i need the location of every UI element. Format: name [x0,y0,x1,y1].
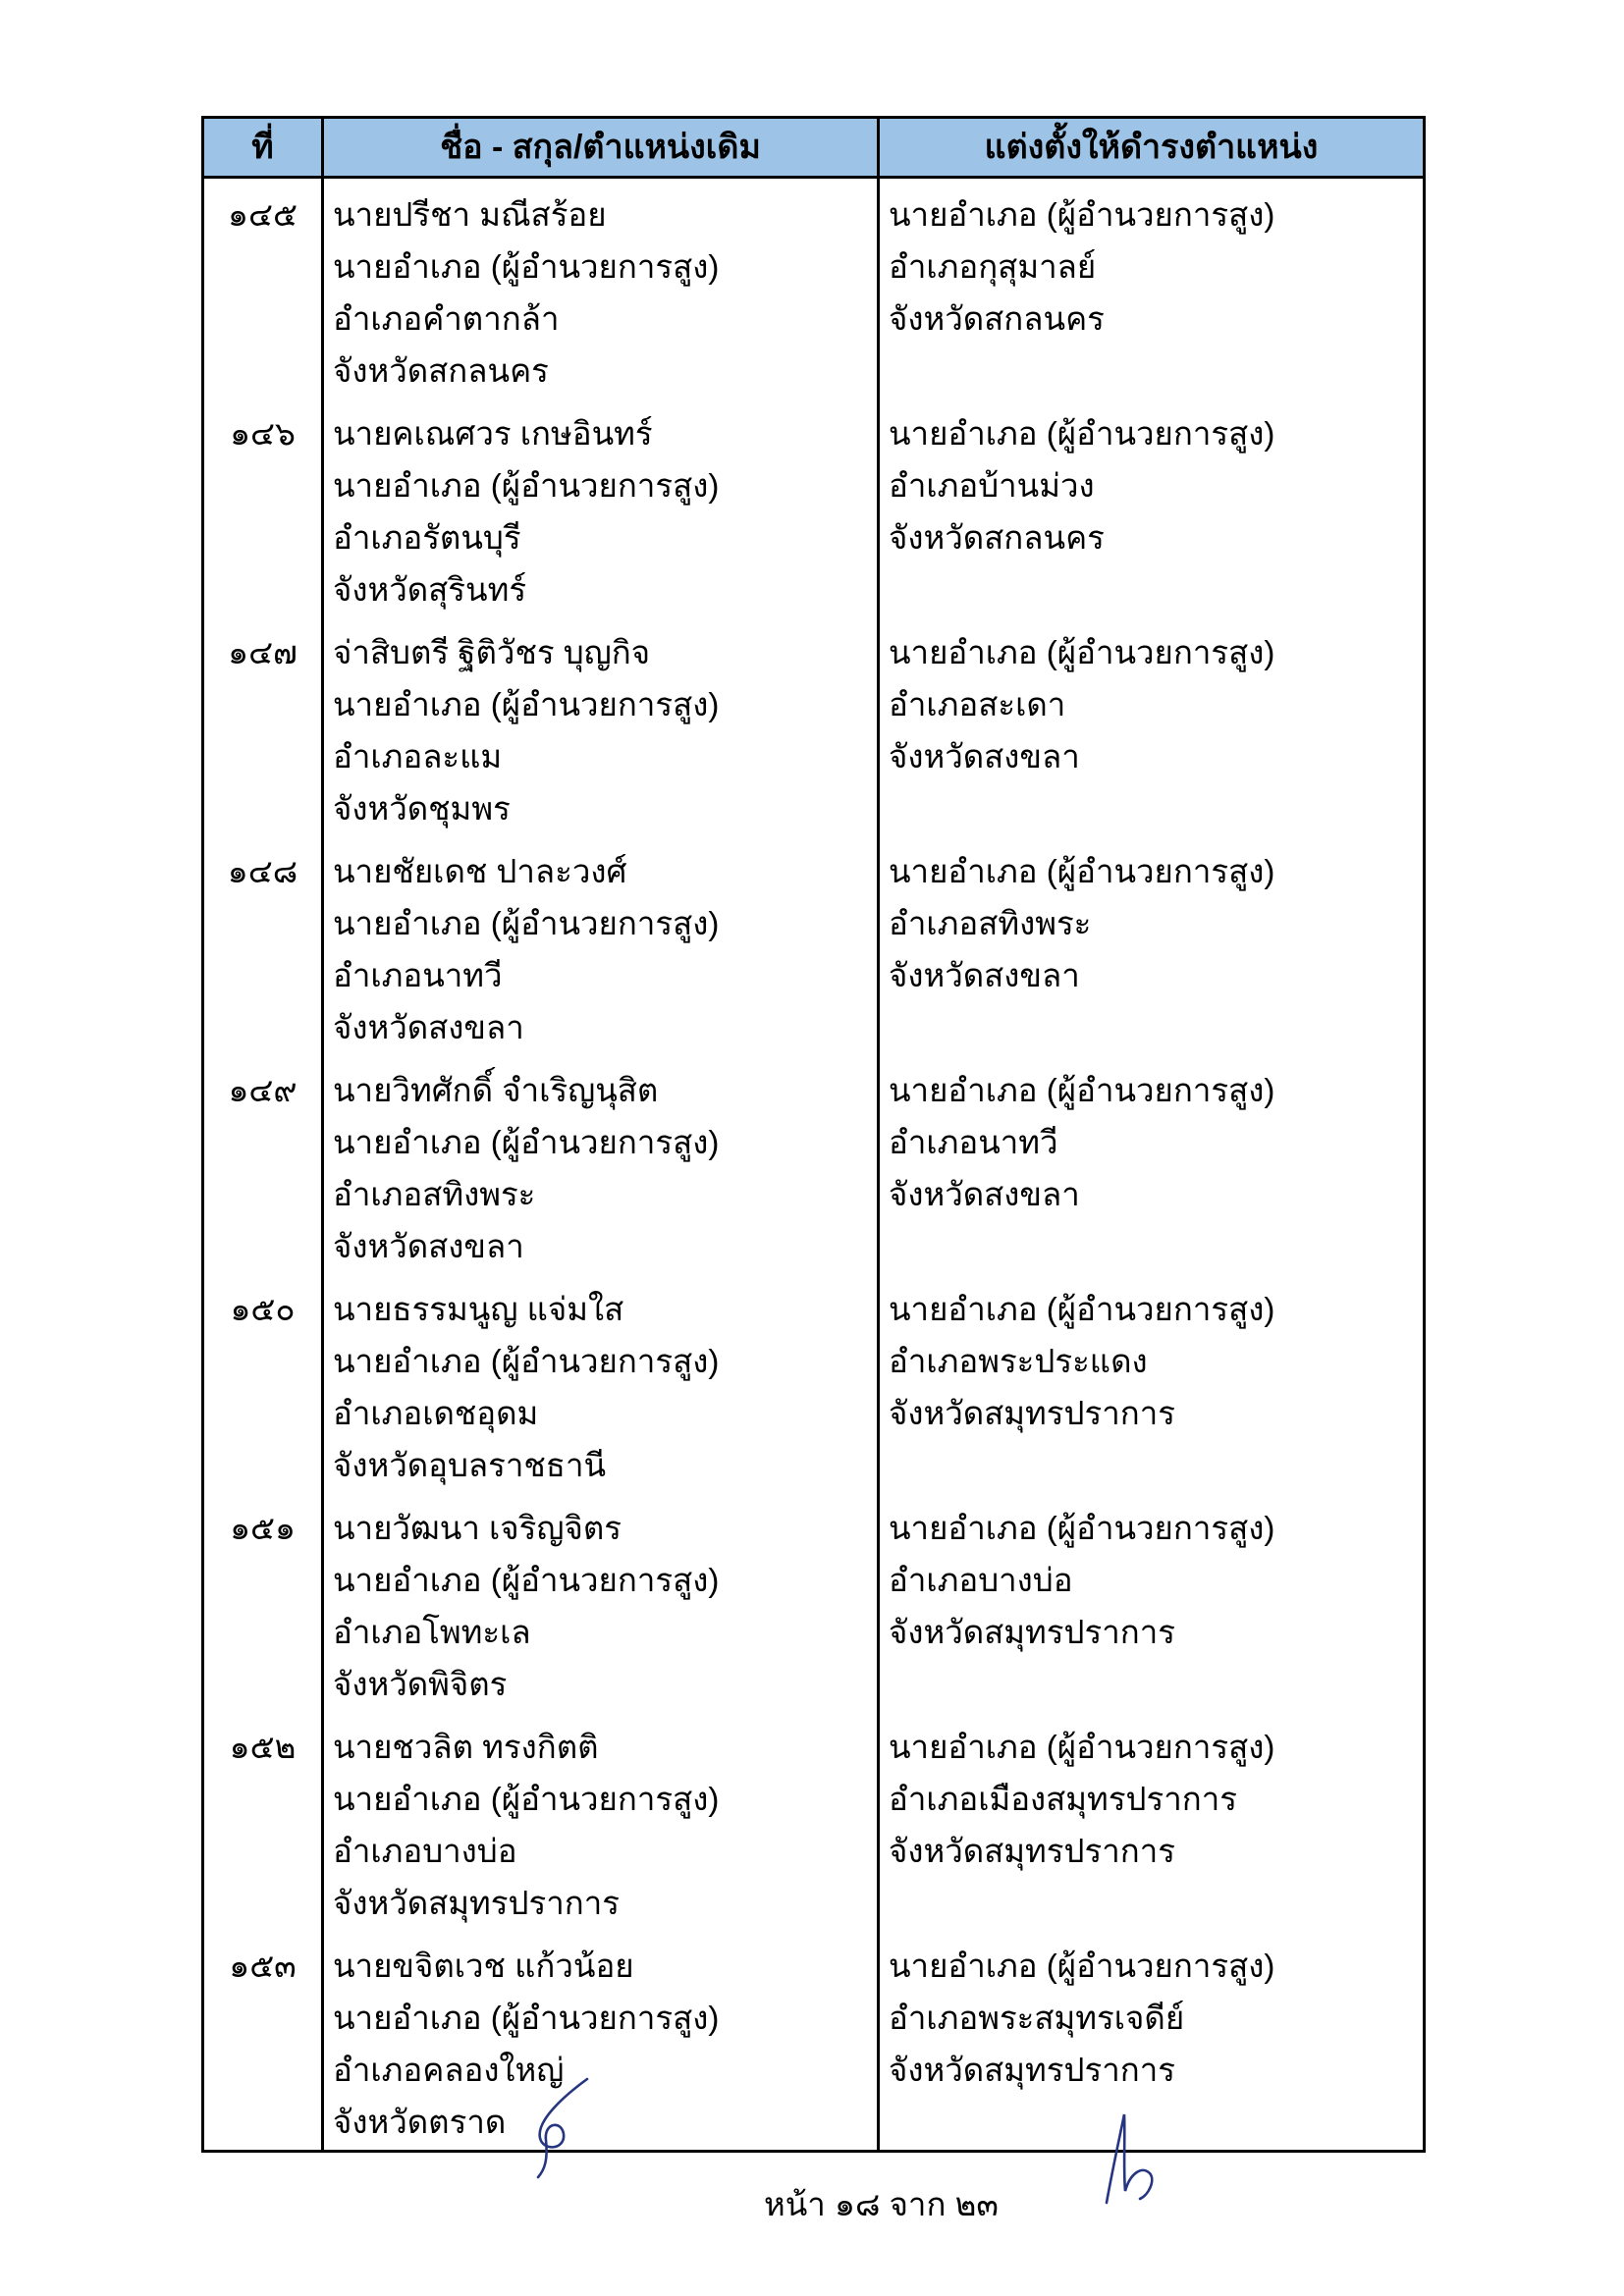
appointments-table [201,116,1426,2153]
text-line: นายอำเภอ (ผู้อำนวยการสูง) [889,1510,1275,1546]
text-line: จังหวัดสงขลา [333,1009,524,1045]
text-line: ๑๕๐ [230,1291,296,1327]
table-row [204,179,1423,398]
text-line: จังหวัดสกลนคร [333,352,549,389]
row-number-cell [204,1273,324,1492]
table-row [204,1711,1423,1930]
table-row [204,1492,1423,1711]
row-number-cell [204,1054,324,1273]
text-line: ๑๕๒ [229,1729,297,1765]
text-line: จังหวัดสงขลา [333,1228,524,1264]
appointed-position-cell [880,398,1423,616]
appointed-position-cell [880,616,1423,835]
text-line: ๑๔๖ [230,415,296,452]
text-line: จ่าสิบตรี ฐิติวัชร บุญกิจ [333,634,651,670]
text-line: อำเภอกุสุมาลย์ [889,248,1097,285]
text-line: อำเภอคำตากล้า [333,300,560,337]
text-line: ๑๔๘ [227,853,298,889]
text-line: อำเภอพระประแดง [889,1343,1148,1379]
text-line: จังหวัดอุบลราชธานี [333,1447,607,1483]
text-line: นายอำเภอ (ผู้อำนวยการสูง) [333,686,720,722]
text-line: นายอำเภอ (ผู้อำนวยการสูง) [333,248,720,285]
row-number-cell [204,1492,324,1711]
header-name-former-position: ชื่อ - สกุล/ตำแหน่งเดิม [324,119,880,176]
text-line: อำเภอสทิงพระ [889,905,1092,941]
text-line: ๑๕๓ [229,1948,297,1984]
text-line: อำเภอสทิงพระ [333,1176,536,1212]
appointed-position-cell [880,1054,1423,1273]
text-line: นายอำเภอ (ผู้อำนวยการสูง) [889,1729,1275,1765]
text-line: จังหวัดสงขลา [889,957,1080,993]
text-line: นายคเณศวร เกษอินทร์ [333,415,653,452]
row-number-cell [204,835,324,1054]
text-line: นายอำเภอ (ผู้อำนวยการสูง) [333,1343,720,1379]
former-position-cell [324,1930,880,2150]
text-line: นายอำเภอ (ผู้อำนวยการสูง) [889,1072,1275,1108]
former-position-cell [324,835,880,1054]
text-line: ๑๕๑ [230,1510,296,1546]
text-line: จังหวัดสมุทรปราการ [889,1614,1175,1650]
text-line: อำเภอเดชอุดม [333,1395,539,1431]
table-row [204,1930,1423,2150]
text-line: อำเภอรัตนบุรี [333,519,521,556]
appointed-position-cell [880,1492,1423,1711]
row-number-cell [204,1711,324,1930]
page-number: หน้า ๑๘ จาก ๒๓ [764,2186,999,2222]
row-number-cell [204,398,324,616]
table-row [204,1273,1423,1492]
former-position-cell [324,1711,880,1930]
text-line: ๑๔๗ [228,634,298,670]
text-line: จังหวัดตราด [333,2104,507,2140]
text-line: จังหวัดสมุทรปราการ [333,1885,620,1921]
text-line: จังหวัดสกลนคร [889,300,1105,337]
text-line: อำเภอนาทวี [889,1124,1058,1160]
former-position-cell [324,616,880,835]
text-line: นายอำเภอ (ผู้อำนวยการสูง) [889,1948,1275,1984]
text-line: นายอำเภอ (ผู้อำนวยการสูง) [889,415,1275,452]
former-position-cell [324,1492,880,1711]
row-number-cell [204,616,324,835]
text-line: จังหวัดชุมพร [333,790,511,827]
row-number-cell [204,1930,324,2150]
text-line: นายธรรมนูญ แจ่มใส [333,1291,624,1327]
text-line: จังหวัดสมุทรปราการ [889,2052,1175,2088]
text-line: จังหวัดสกลนคร [889,519,1105,556]
text-line: จังหวัดสุรินทร์ [333,571,527,608]
header-number-column: ที่ [204,119,324,176]
text-line: นายปรีชา มณีสร้อย [333,196,607,233]
text-line: จังหวัดสมุทรปราการ [889,1395,1175,1431]
text-line: จังหวัดสมุทรปราการ [889,1833,1175,1869]
signature-ink-right [1095,2109,1164,2221]
text-line: นายอำเภอ (ผู้อำนวยการสูง) [333,1124,720,1160]
text-line: นายวิทศักดิ์ จำเริญนุสิต [333,1072,659,1108]
text-line: นายวัฒนา เจริญจิตร [333,1510,622,1546]
text-line: ๑๔๕ [228,196,298,233]
text-line: อำเภอสะเดา [889,686,1066,722]
text-line: นายอำเภอ (ผู้อำนวยการสูง) [333,1781,720,1817]
text-line: อำเภอพระสมุทรเจดีย์ [889,2000,1185,2036]
text-line: อำเภอเมืองสมุทรปราการ [889,1781,1237,1817]
text-line: จังหวัดพิจิตร [333,1666,508,1702]
table-row [204,398,1423,616]
table-body [204,179,1423,2150]
text-line: นายชวลิต ทรงกิตติ [333,1729,599,1765]
appointed-position-cell [880,179,1423,398]
text-line: อำเภอโพทะเล [333,1614,531,1650]
text-line: นายอำเภอ (ผู้อำนวยการสูง) [889,853,1275,889]
table-row [204,1054,1423,1273]
former-position-cell [324,398,880,616]
text-line: จังหวัดสงขลา [889,1176,1080,1212]
text-line: นายอำเภอ (ผู้อำนวยการสูง) [333,467,720,504]
former-position-cell [324,179,880,398]
appointed-position-cell [880,835,1423,1054]
row-number-cell [204,179,324,398]
text-line: อำเภอนาทวี [333,957,503,993]
table-row [204,616,1423,835]
text-line: นายอำเภอ (ผู้อำนวยการสูง) [889,634,1275,670]
text-line: ๑๔๙ [228,1072,298,1108]
text-line: นายอำเภอ (ผู้อำนวยการสูง) [889,1291,1275,1327]
text-line: อำเภอบ้านม่วง [889,467,1095,504]
text-line: นายชัยเดช ปาละวงศ์ [333,853,627,889]
text-line: นายขจิตเวช แก้วน้อย [333,1948,634,1984]
text-line: อำเภอบางบ่อ [889,1562,1073,1598]
text-line: นายอำเภอ (ผู้อำนวยการสูง) [333,905,720,941]
text-line: นายอำเภอ (ผู้อำนวยการสูง) [333,2000,720,2036]
text-line: อำเภอบางบ่อ [333,1833,517,1869]
header-appointed-position: แต่งตั้งให้ดำรงตำแหน่ง [984,129,1319,166]
appointed-position-cell [880,1711,1423,1930]
former-position-cell [324,1273,880,1492]
text-line: อำเภอละแม [333,738,503,774]
text-line: อำเภอคลองใหญ่ [333,2052,565,2088]
signature-ink-left [518,2073,597,2181]
text-line: นายอำเภอ (ผู้อำนวยการสูง) [333,1562,720,1598]
former-position-cell [324,1054,880,1273]
text-line: นายอำเภอ (ผู้อำนวยการสูง) [889,196,1275,233]
table-row [204,835,1423,1054]
table-header-row [204,119,1423,179]
text-line: จังหวัดสงขลา [889,738,1080,774]
appointed-position-cell [880,1273,1423,1492]
